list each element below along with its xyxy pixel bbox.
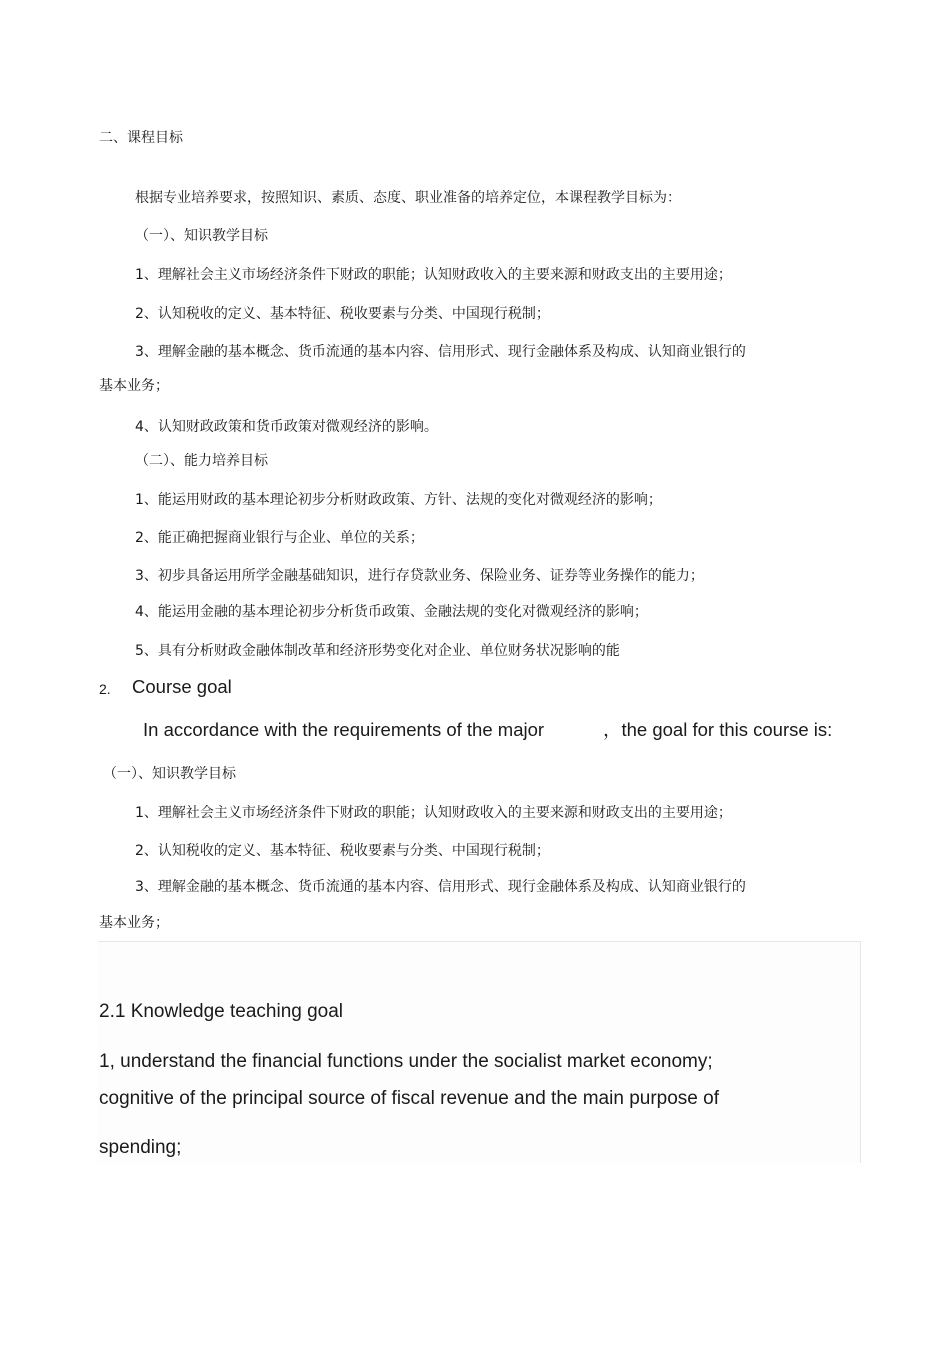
knowledge-goal-heading-repeat: （一）、知识教学目标 bbox=[103, 766, 236, 782]
knowledge-item-2-repeat: 2、认知税收的定义、基本特征、税收要素与分类、中国现行税制； bbox=[135, 843, 550, 859]
knowledge-item-4: 4、认知财政政策和货币政策对微观经济的影响。 bbox=[135, 419, 438, 435]
intro-paragraph-en-part1: In accordance with the requirements of the major bbox=[143, 719, 545, 740]
knowledge-item-2: 2、认知税收的定义、基本特征、税收要素与分类、中国现行税制； bbox=[135, 306, 550, 322]
ability-item-5: 5、具有分析财政金融体制改革和经济形势变化对企业、单位财务状况影响的能 bbox=[135, 643, 620, 659]
knowledge-item-1-repeat: 1、理解社会主义市场经济条件下财政的职能；认知财政收入的主要来源和财政支出的主要用途； bbox=[135, 805, 732, 821]
knowledge-item-3: 3、理解金融的基本概念、货币流通的基本内容、信用形式、现行金融体系及构成、认知商业银行的 bbox=[135, 344, 746, 360]
ability-item-2: 2、能正确把握商业银行与企业、单位的关系； bbox=[135, 530, 424, 546]
intro-paragraph-cn: 根据专业培养要求，按照知识、素质、态度、职业准备的培养定位，本课程教学目标为： bbox=[135, 190, 681, 206]
intro-paragraph-en-part2: ，the goal for this course is: bbox=[603, 719, 833, 740]
knowledge-item-3-repeat: 3、理解金融的基本概念、货币流通的基本内容、信用形式、现行金融体系及构成、认知商业银行的 bbox=[135, 879, 746, 895]
ability-item-3: 3、初步具备运用所学金融基础知识，进行存贷款业务、保险业务、证券等业务操作的能力； bbox=[135, 568, 704, 584]
knowledge-goal-heading-cn: （一）、知识教学目标 bbox=[135, 228, 268, 244]
knowledge-item-3-continued: 基本业务； bbox=[99, 378, 169, 394]
knowledge-item-1: 1、理解社会主义市场经济条件下财政的职能；认知财政收入的主要来源和财政支出的主要用途； bbox=[135, 267, 732, 283]
section-number-en: 2. bbox=[99, 681, 111, 697]
panel-line-3: spending; bbox=[99, 1137, 182, 1158]
panel-heading: 2.1 Knowledge teaching goal bbox=[99, 1001, 344, 1022]
knowledge-item-3-continued-repeat: 基本业务； bbox=[99, 915, 169, 931]
section-heading-en: Course goal bbox=[132, 676, 232, 697]
section-heading-cn: 二、课程目标 bbox=[99, 130, 183, 146]
ability-item-1: 1、能运用财政的基本理论初步分析财政政策、方针、法规的变化对微观经济的影响； bbox=[135, 492, 662, 508]
ability-item-4: 4、能运用金融的基本理论初步分析货币政策、金融法规的变化对微观经济的影响； bbox=[135, 604, 648, 620]
panel-line-1: 1, understand the financial functions under the socialist market economy; bbox=[99, 1051, 713, 1072]
ability-goal-heading-cn: （二）、能力培养目标 bbox=[135, 453, 268, 469]
panel-line-2: cognitive of the principal source of fiscal revenue and the main purpose of bbox=[99, 1088, 719, 1109]
